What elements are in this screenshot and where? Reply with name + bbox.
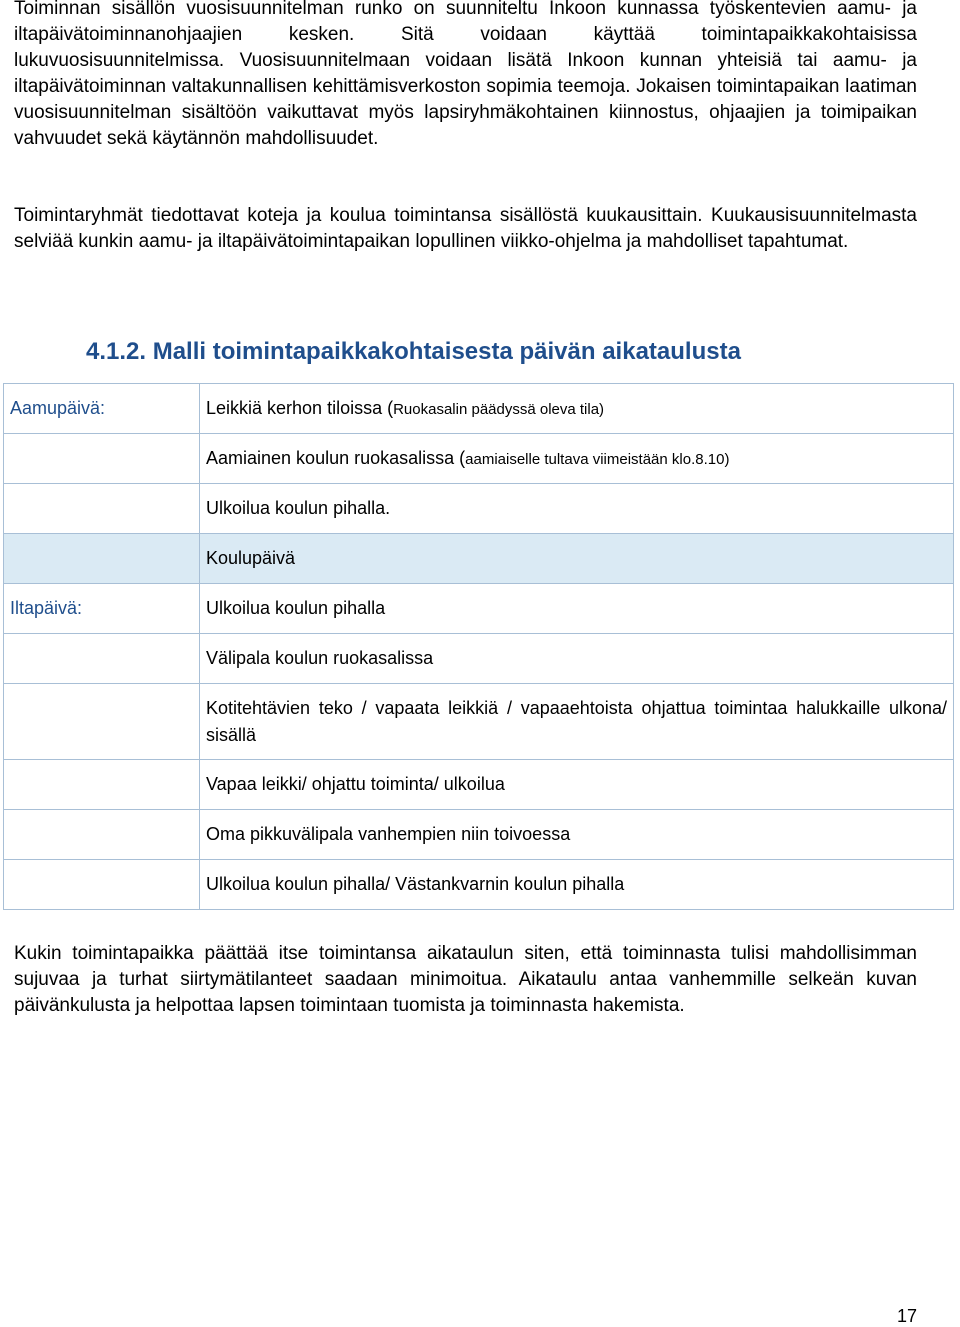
section-heading: 4.1.2. Malli toimintapaikkakohtaisesta päivän aikataulusta [86,338,741,365]
empty-label-cell [4,434,200,484]
schedule-activity [200,434,954,484]
schedule-row [4,434,954,484]
activity-note: Ruokasalin päädyssä oleva tila) [393,400,605,418]
schedule-activity: Ulkoilua koulun pihalla. [200,484,954,534]
empty-label-cell [4,760,200,810]
schedule-row [4,634,954,684]
schedule-row [4,684,954,760]
daily-schedule-table [3,383,954,910]
empty-label-cell [4,810,200,860]
schedule-activity [200,384,954,434]
empty-label-cell [4,534,200,584]
schedule-activity: Kotitehtävien teko / vapaata leikkiä / vapaaehtoista ohjattua toimintaa halukkaille ulkona/ sisällä [200,684,954,760]
closing-paragraph: Kukin toimintapaikka päättää itse toimintansa aikataulun siten, että toiminnasta tulisi mahdollisimman sujuvaa ja turhat siirtymätilanteet saadaan minimoitua. Aikataulu antaa vanhemmille selkeän kuvan päivänkulusta ja helpottaa lapsen toimintaan tuomista ja toiminnasta hakemista. [14,943,917,1016]
intro-paragraph: Toiminnan sisällön vuosisuunnitelman runko on suunniteltu Inkoon kunnassa työskentevien aamu- ja iltapäivätoiminnanohjaajien kesken. Sitä voidaan käyttää toimintapaikkakohtaisissa lukuvuosisuunnitelmissa. Vuosisuunnitelmaan voidaan lisätä Inkoon kunnan yhteisiä tai aamu- ja iltapäivätoiminnan valtakunnallisen kehittämisverkoston sopimia teemoja. Jokaisen toimintapaikan laatiman vuosisuunnitelman sisältöön vaikuttavat myös lapsiryhmäkohtainen kiinnostus, ohjaajien ja toimipaikan vahvuudet sekä käytännön mahdollisuudet. [14,0,917,149]
schedule-row [4,860,954,910]
activity-note: aamiaiselle tultava viimeistään klo.8.10) [465,450,730,468]
schedule-activity: Oma pikkuvälipala vanhempien niin toivoessa [200,810,954,860]
schedule-row [4,584,954,634]
schedule-row [4,760,954,810]
empty-label-cell [4,860,200,910]
empty-label-cell [4,634,200,684]
schedule-activity: Koulupäivä [200,534,954,584]
afternoon-label: Iltapäivä: [4,584,200,634]
morning-label: Aamupäivä: [4,384,200,434]
schedule-activity: Ulkoilua koulun pihalla [200,584,954,634]
schedule-activity: Ulkoilua koulun pihalla/ Västankvarnin koulun pihalla [200,860,954,910]
schedule-row [4,384,954,434]
activity-text: Aamiainen koulun ruokasalissa ( [206,447,466,468]
schedule-row [4,484,954,534]
schedule-activity: Välipala koulun ruokasalissa [200,634,954,684]
empty-label-cell [4,484,200,534]
schedule-row [4,534,954,584]
monthly-info-paragraph: Toimintaryhmät tiedottavat koteja ja koulua toimintansa sisällöstä kuukausittain. Kuukausisuunnitelmasta selviää kunkin aamu- ja iltapäivätoimintapaikan lopullinen viikko-ohjelma ja mahdolliset tapahtumat. [14,205,917,252]
activity-text: Leikkiä kerhon tiloissa ( [206,397,394,418]
schedule-activity: Vapaa leikki/ ohjattu toiminta/ ulkoilua [200,760,954,810]
page-number: 17 [897,1306,918,1326]
empty-label-cell [4,684,200,760]
schedule-row [4,810,954,860]
